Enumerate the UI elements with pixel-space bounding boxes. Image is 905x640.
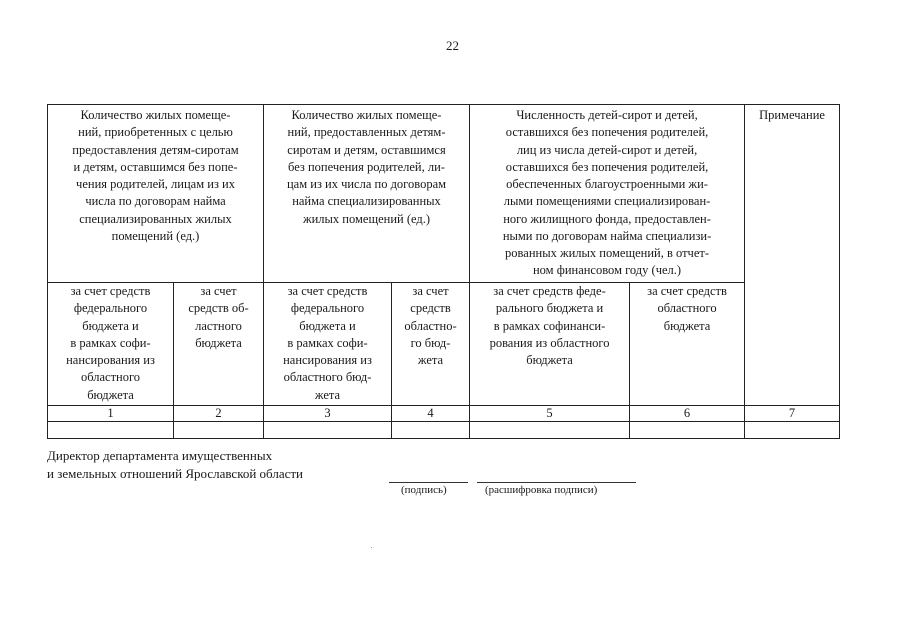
column-number: 5 (470, 405, 630, 421)
signature-line (389, 482, 468, 483)
empty-cell (470, 421, 630, 438)
subheader-text: за счет средств областно- го бюд- жета (404, 284, 457, 367)
column-number: 6 (630, 405, 745, 421)
signature-caption: (подпись) (401, 484, 447, 496)
scan-speck (371, 547, 372, 548)
column-number: 1 (48, 405, 174, 421)
empty-cell (745, 421, 840, 438)
subheader-cell (174, 283, 264, 406)
subheader-text: за счет средств федерального бюджета и в рамках софи- нансирования из областного бюд- жета (283, 284, 372, 402)
empty-cell (264, 421, 392, 438)
signatory-position-line1: Директор департамента имущественных (47, 448, 273, 463)
header-remark-text: Примечание (759, 108, 825, 122)
header-orphans-provided-text: Численность детей-сирот и детей, оставшихся без попечения родителей, лиц из числа детей-сирот и детей, оставшихся без попечения родителей, обеспеченных благоустроенными жи- лыми помещениями специализирован- ного жилищного фонда, предоставлен- ными по договорам найма специализи- рованных жилых помещений, в отчет- ном финансовом году (чел.) (502, 108, 712, 278)
decoding-line (477, 482, 636, 483)
signatory-position-line2: и земельных отношений Ярославской области (47, 466, 304, 481)
decoding-caption: (расшифровка подписи) (485, 484, 598, 496)
empty-cell (48, 421, 174, 438)
header-purchased-premises (48, 105, 264, 283)
column-number: 2 (174, 405, 264, 421)
subheader-text: за счет средств областного бюджета (647, 284, 727, 333)
column-number: 7 (745, 405, 840, 421)
subheader-text: за счет средств федерального бюджета и в рамках софи- нансирования из областного бюджета (66, 284, 155, 402)
subheader-cell (630, 283, 745, 406)
signature-block (47, 447, 303, 483)
report-table (47, 104, 840, 439)
subheader-text: за счет средств об- ластного бюджета (188, 284, 249, 350)
column-number: 4 (392, 405, 470, 421)
column-number: 3 (264, 405, 392, 421)
subheader-row (48, 283, 840, 406)
subheader-cell (48, 283, 174, 406)
header-provided-premises (264, 105, 470, 283)
header-remark (745, 105, 840, 406)
subheader-text: за счет средств феде- рального бюджета и в рамках софинанси- рования из областного бюджета (489, 284, 610, 367)
empty-cell (630, 421, 745, 438)
subheader-cell (264, 283, 392, 406)
empty-cell (392, 421, 470, 438)
empty-cell (174, 421, 264, 438)
empty-data-row (48, 421, 840, 438)
subheader-cell (470, 283, 630, 406)
header-orphans-provided (470, 105, 745, 283)
subheader-cell (392, 283, 470, 406)
header-row (48, 105, 840, 283)
header-provided-premises-text: Количество жилых помеще- ний, предоставленных детям- сиротам и детям, оставшимся без попечения родителей, ли- цам из их числа по договорам найма специализированных жилых помещений (ед.) (286, 108, 447, 226)
column-numbers-row (48, 405, 840, 421)
page-number: 22 (446, 38, 459, 53)
header-purchased-premises-text: Количество жилых помеще- ний, приобретенных с целью предоставления детям-сиротам и детям, оставшимся без попе- чения родителей, лицам из их числа по договорам найма специализированных жилых помещений (ед.) (72, 108, 239, 243)
